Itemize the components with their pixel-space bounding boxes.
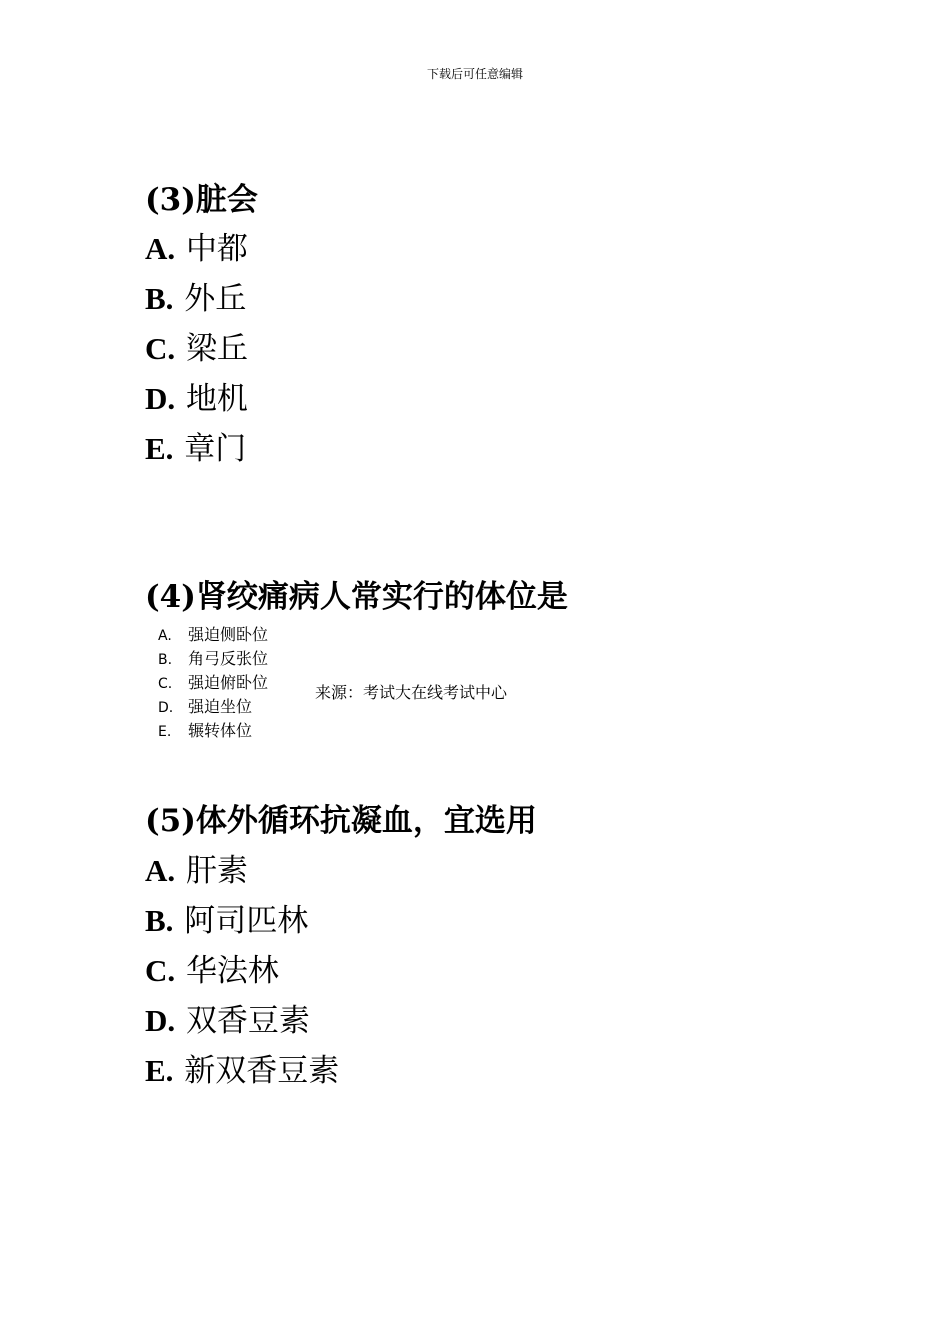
question-5-option-b: B. 阿司匹林 <box>145 903 309 939</box>
image-option-e: E. 辗转体位 <box>158 721 253 740</box>
question-3-option-e: E. 章门 <box>145 431 247 467</box>
question-5-option-c: C. 华法林 <box>145 953 279 989</box>
page-header: 下载后可任意编辑 <box>426 67 523 81</box>
question-3-option-a: A. 中都 <box>145 231 248 267</box>
image-option-d: D. 强迫坐位 <box>158 697 253 716</box>
question-4-title: (4)肾绞痛病人常实行的体位是 <box>145 579 568 615</box>
question-5-option-d: D. 双香豆素 <box>145 1003 310 1039</box>
question-3-option-b: B. 外丘 <box>145 281 247 317</box>
question-4-options-image <box>145 622 545 748</box>
source-note: 来源：考试大在线考试中心 <box>315 683 508 702</box>
question-5-option-e: E. 新双香豆素 <box>145 1053 340 1089</box>
question-3-title: (3)脏会 <box>145 182 258 218</box>
question-3-option-d: D. 地机 <box>145 381 248 417</box>
question-5-option-a: A. 肝素 <box>145 853 248 889</box>
image-option-b: B. 角弓反张位 <box>158 649 269 668</box>
image-option-c: C. 强迫俯卧位 <box>158 673 269 692</box>
question-5-title: (5)体外循环抗凝血，宜选用 <box>145 803 537 839</box>
image-option-a: A. 强迫侧卧位 <box>158 625 269 644</box>
question-3-option-c: C. 梁丘 <box>145 331 248 367</box>
